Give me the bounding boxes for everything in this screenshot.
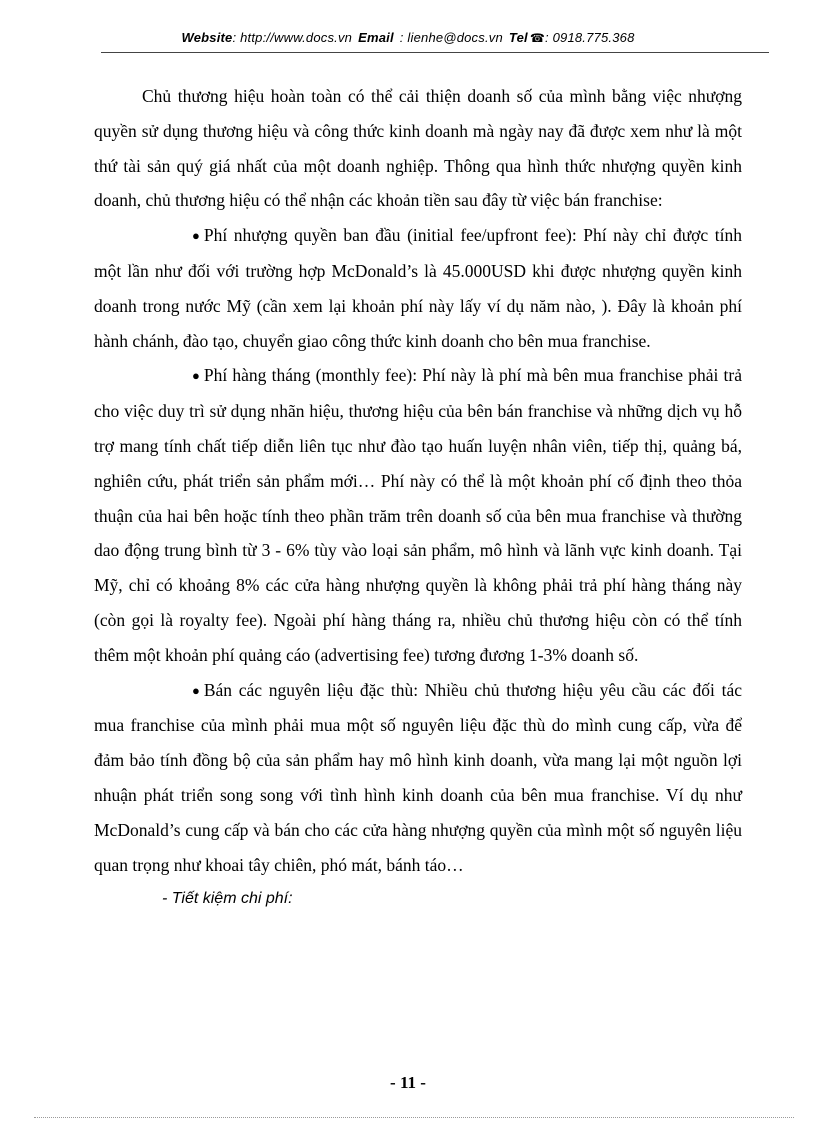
tel-value: : 0918.775.368 (544, 30, 635, 45)
bullet-icon: ● (192, 228, 200, 244)
section-subheading: - Tiết kiệm chi phí: (162, 890, 293, 908)
email-label: Email (358, 30, 394, 45)
header-divider (101, 52, 769, 53)
website-label: Website (181, 30, 233, 45)
bullet-icon: ● (192, 368, 200, 384)
bullet-paragraph-initial-fee (94, 218, 742, 358)
bullet-text: Phí nhượng quyền ban đầu (initial fee/upfront fee): Phí này chỉ được tính một lần như đối với trường hợp McDonald’s là 45.000USD khi được nhượng quyền kinh doanh trong nước Mỹ (cần xem lại khoản phí này lấy ví dụ năm nào, ). Đây là khoản phí hành chánh, đào tạo, chuyển giao công thức kinh doanh cho bên mua franchise. (94, 225, 742, 351)
bullet-icon: ● (192, 682, 200, 698)
phone-icon: ☎ (529, 31, 545, 45)
tel-label: Tel (508, 30, 528, 45)
bullet-paragraph-materials (94, 673, 742, 883)
page-number: - 11 - (390, 1073, 426, 1092)
intro-paragraph: Chủ thương hiệu hoàn toàn có thể cải thiện doanh số của mình bằng việc nhượng quyền sử dụng thương hiệu và công thức kinh doanh mà ngày nay đã được xem như là một thứ tài sản quý giá nhất của một doanh nghiệp. Thông qua hình thức nhượng quyền kinh doanh, chủ thương hiệu có thể nhận các khoản tiền sau đây từ việc bán franchise: (94, 86, 742, 211)
bullet-text: Phí hàng tháng (monthly fee): Phí này là phí mà bên mua franchise phải trả cho việc duy trì sử dụng nhãn hiệu, thương hiệu của bên bán franchise và những dịch vụ hỗ trợ mang tính chất tiếp diễn liên tục như đào tạo huấn luyện nhân viên, tiếp thị, quảng bá, nghiên cứu, phát triển sản phẩm mới… Phí này có thể là một khoản phí cố định theo thỏa thuận của hai bên hoặc tính theo phần trăm trên doanh số của bên mua franchise và thường dao động trung bình từ 3 - 6% tùy vào loại sản phẩm, mô hình và lãnh vực kinh doanh. Tại Mỹ, chỉ có khoảng 8% các cửa hàng nhượng quyền là không phải trả phí hàng tháng này (còn gọi là royalty fee). Ngoài phí hàng tháng ra, nhiều chủ thương hiệu còn có thể tính thêm một khoản phí quảng cáo (advertising fee) tương đương 1-3% doanh số. (94, 365, 742, 665)
footer-divider (34, 1117, 794, 1118)
bullet-paragraph-monthly-fee (94, 358, 742, 672)
bullet-text: Bán các nguyên liệu đặc thù: Nhiều chủ thương hiệu yêu cầu các đối tác mua franchise của mình phải mua một số nguyên liệu đặc thù do mình cung cấp, vừa để đảm bảo tính đồng bộ của sản phẩm hay mô hình kinh doanh, vừa mang lại một nguồn lợi nhuận phát triển song song với tình hình kinh doanh của bên mua franchise. Ví dụ như McDonald’s cung cấp và bán cho các cửa hàng nhượng quyền của mình một số nguyên liệu quan trọng như khoai tây chiên, phó mát, bánh táo… (94, 679, 742, 875)
email-value: : lienhe@docs.vn (399, 30, 503, 45)
document-body (94, 79, 742, 917)
page-header (0, 30, 816, 45)
website-value: : http://www.docs.vn (232, 30, 353, 45)
